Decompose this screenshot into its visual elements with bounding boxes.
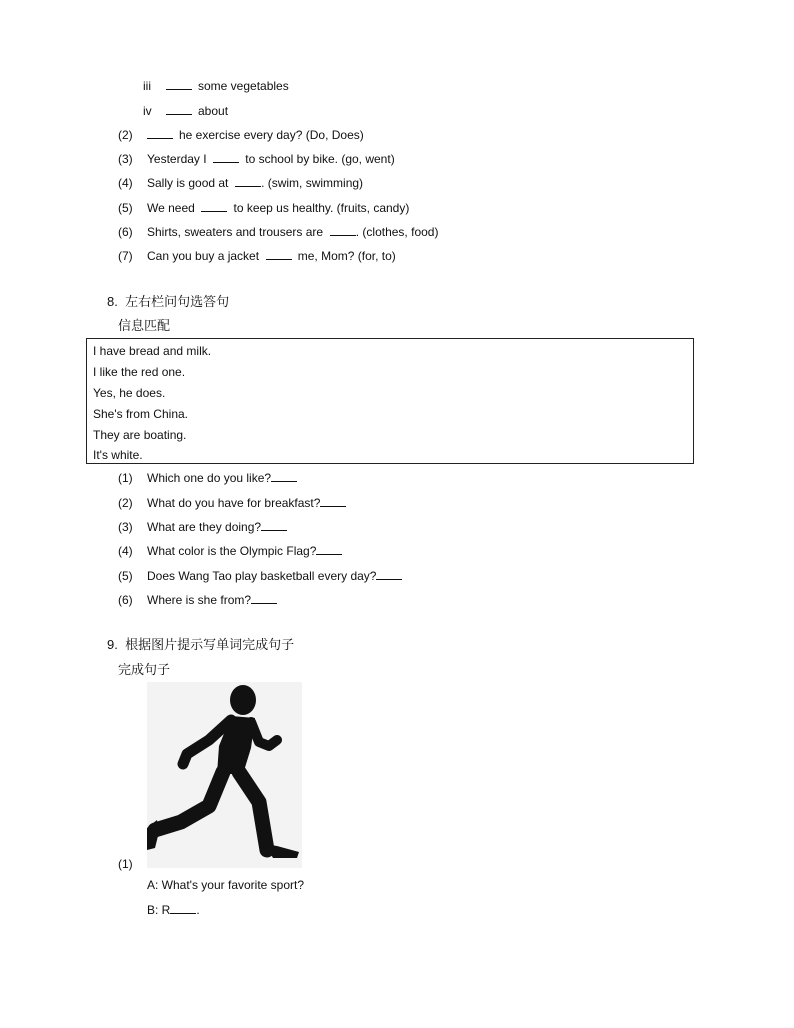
answer-option: I have bread and milk.: [93, 344, 212, 358]
sub-item: [166, 104, 228, 118]
question-text: Does Wang Tao play basketball every day?: [147, 569, 377, 583]
item-number: (6): [118, 225, 133, 239]
section-title: 根据图片提示写单词完成句子: [125, 637, 295, 652]
section-heading: [107, 638, 294, 652]
question-text: . (clothes, food): [355, 225, 439, 239]
sub-item-numeral: iv: [143, 104, 152, 118]
section-subtitle: 完成句子: [118, 662, 171, 677]
question-line: [147, 593, 277, 607]
question-text: Shirts, sweaters and trousers are: [147, 225, 324, 239]
question-line: [147, 225, 438, 239]
question-line: [147, 496, 346, 510]
answer-blank[interactable]: [376, 569, 402, 580]
question-text: Can you buy a jacket: [147, 249, 260, 263]
question-text: . (swim, swimming): [261, 176, 364, 190]
question-line: [147, 520, 287, 534]
question-text: he exercise every day? (Do, Does): [179, 128, 364, 142]
section-title: 左右栏问句选答句: [125, 294, 230, 309]
section-subtitle: 信息匹配: [118, 318, 171, 333]
item-number: (2): [118, 496, 133, 510]
answer-blank[interactable]: [320, 496, 346, 507]
answer-blank[interactable]: [147, 128, 173, 139]
item-number: (4): [118, 544, 133, 558]
question-text: Where is she from?: [147, 593, 252, 607]
sub-item-text: some vegetables: [198, 79, 289, 93]
answer-options-box: [86, 338, 694, 464]
question-text: Sally is good at: [147, 176, 229, 190]
question-text: to keep us healthy. (fruits, candy): [233, 201, 410, 215]
item-number: (3): [118, 152, 133, 166]
dialog-text: .: [196, 903, 200, 917]
question-text: Which one do you like?: [147, 471, 272, 485]
sub-item: [166, 79, 289, 93]
section-number: 9.: [107, 637, 118, 652]
question-text: What are they doing?: [147, 520, 262, 534]
sub-item-text: about: [198, 104, 229, 118]
section-number: 8.: [107, 294, 118, 309]
answer-option: I like the red one.: [93, 365, 186, 379]
sub-item-numeral: iii: [143, 79, 151, 93]
question-text: me, Mom? (for, to): [297, 249, 396, 263]
answer-blank[interactable]: [316, 544, 342, 555]
running-person-icon: [147, 682, 302, 868]
answer-option: She's from China.: [93, 407, 188, 421]
item-number: (1): [118, 471, 133, 485]
answer-blank[interactable]: [235, 176, 261, 187]
item-number: (7): [118, 249, 133, 263]
answer-blank[interactable]: [170, 903, 196, 914]
answer-option: It's white.: [93, 448, 143, 462]
answer-blank[interactable]: [251, 593, 277, 604]
answer-blank[interactable]: [330, 225, 356, 236]
question-line: [147, 544, 342, 558]
dialog-text: B: R: [147, 903, 171, 917]
section-heading: [107, 295, 229, 309]
answer-option: They are boating.: [93, 428, 187, 442]
question-line: [147, 569, 402, 583]
item-number: (2): [118, 128, 133, 142]
answer-blank[interactable]: [166, 104, 192, 115]
answer-option: Yes, he does.: [93, 386, 166, 400]
dialog-line-a: A: What's your favorite sport?: [147, 878, 305, 892]
question-text: to school by bike. (go, went): [245, 152, 395, 166]
item-number: (5): [118, 201, 133, 215]
question-text: We need: [147, 201, 195, 215]
question-line: [147, 152, 395, 166]
item-number: (5): [118, 569, 133, 583]
dialog-line-b: [147, 903, 200, 917]
item-number: (3): [118, 520, 133, 534]
item-number: (6): [118, 593, 133, 607]
question-text: Yesterday I: [147, 152, 207, 166]
item-number: (4): [118, 176, 133, 190]
question-text: What do you have for breakfast?: [147, 496, 321, 510]
question-line: [147, 128, 364, 142]
answer-blank[interactable]: [166, 79, 192, 90]
answer-blank[interactable]: [261, 520, 287, 531]
answer-blank[interactable]: [266, 249, 292, 260]
answer-blank[interactable]: [201, 201, 227, 212]
question-line: [147, 176, 363, 190]
question-line: [147, 201, 409, 215]
item-number: (1): [118, 857, 133, 871]
answer-blank[interactable]: [271, 471, 297, 482]
question-text: What color is the Olympic Flag?: [147, 544, 317, 558]
question-line: [147, 471, 297, 485]
question-line: [147, 249, 396, 263]
answer-blank[interactable]: [213, 152, 239, 163]
